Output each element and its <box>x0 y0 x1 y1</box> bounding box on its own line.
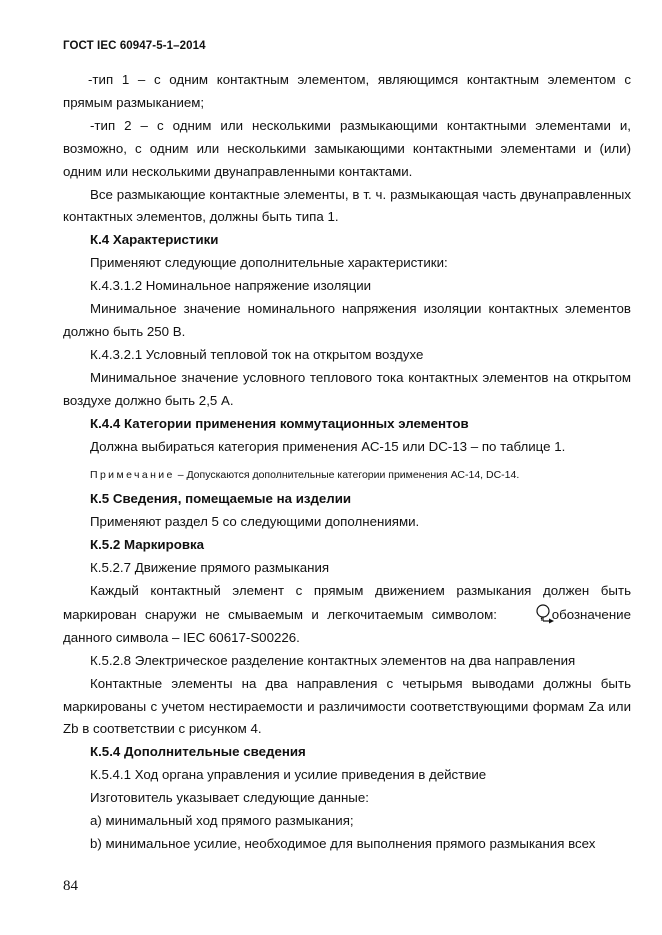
note-label: Примечание <box>90 469 175 482</box>
paragraph: Все размыкающие контактные элементы, в т. ч. размыкающая часть двунаправленных контактных элементов, должны быть типа 1. <box>63 186 631 225</box>
section-heading-k5: К.5 Сведения, помещаемые на изделии <box>90 491 352 507</box>
subsection-title: К.5.2.8 Электрическое разделение контактных элементов на два направления <box>90 652 576 668</box>
note <box>63 468 631 482</box>
list-item-type-2: -тип 2 – с одним или несколькими размыкающими контактными элементами и, возможно, с одним или несколькими замыкающими контактными элементами и (или) одним или несколькими двунаправленными контактами. <box>63 117 631 179</box>
section-heading-k52: К.5.2 Маркировка <box>90 537 205 553</box>
paragraph: Изготовитель указывает следующие данные: <box>90 790 369 806</box>
document-body <box>63 69 631 856</box>
marking-text-before: Каждый контактный элемент с прямым движением размыкания должен быть маркирован снаружи не смываемым и легкочитаемым символом: <box>63 583 631 622</box>
page-number: 84 <box>63 878 78 894</box>
direct-opening-symbol-icon <box>507 603 529 625</box>
paragraph: Минимальное значение номинального напряжения изоляции контактных элементов должно быть 250 В. <box>63 301 631 339</box>
section-heading-k54: К.5.4 Дополнительные сведения <box>90 744 306 760</box>
document-header: ГОСТ IEC 60947-5-1–2014 <box>63 40 206 52</box>
subsection-title: К.4.3.2.1 Условный тепловой ток на открытом воздухе <box>90 346 424 362</box>
marking-paragraph <box>63 580 631 650</box>
paragraph: Должна выбираться категория применения АС-15 или DC-13 – по таблице 1. <box>90 438 566 454</box>
subsection-title: К.5.2.7 Движение прямого размыкания <box>90 560 330 576</box>
list-item-a: a) минимальный ход прямого размыкания; <box>90 813 354 829</box>
marking-text-after: , обозначение данного символа – IEC 60617-S00226. <box>63 606 631 645</box>
list-item-type-1: -тип 1 – с одним контактным элементом, являющимся контактным элементом с прямым размыканием; <box>63 72 631 110</box>
note-text: – Допускаются дополнительные категории применения АС-14, DC-14. <box>174 469 520 482</box>
paragraph: Применяют раздел 5 со следующими дополнениями. <box>90 514 420 530</box>
paragraph: Контактные элементы на два направления с четырьмя выводами должны быть маркированы с учетом нестираемости и различимости соответствующими формам Za или Zb в соответствии с рисунком 4. <box>63 675 631 737</box>
subsection-title: К.4.3.1.2 Номинальное напряжение изоляции <box>90 278 372 294</box>
section-heading-k44: К.4.4 Категории применения коммутационных элементов <box>90 415 469 431</box>
paragraph: Применяют следующие дополнительные характеристики: <box>90 255 448 271</box>
section-heading-k4: К.4 Характеристики <box>90 232 219 248</box>
list-item-b: b) минимальное усилие, необходимое для выполнения прямого размыкания всех <box>90 836 596 851</box>
paragraph: Минимальное значение условного теплового тока контактных элементов на открытом воздухе должно быть 2,5 А. <box>63 369 631 408</box>
subsection-title: К.5.4.1 Ход органа управления и усилие приведения в действие <box>90 767 487 783</box>
